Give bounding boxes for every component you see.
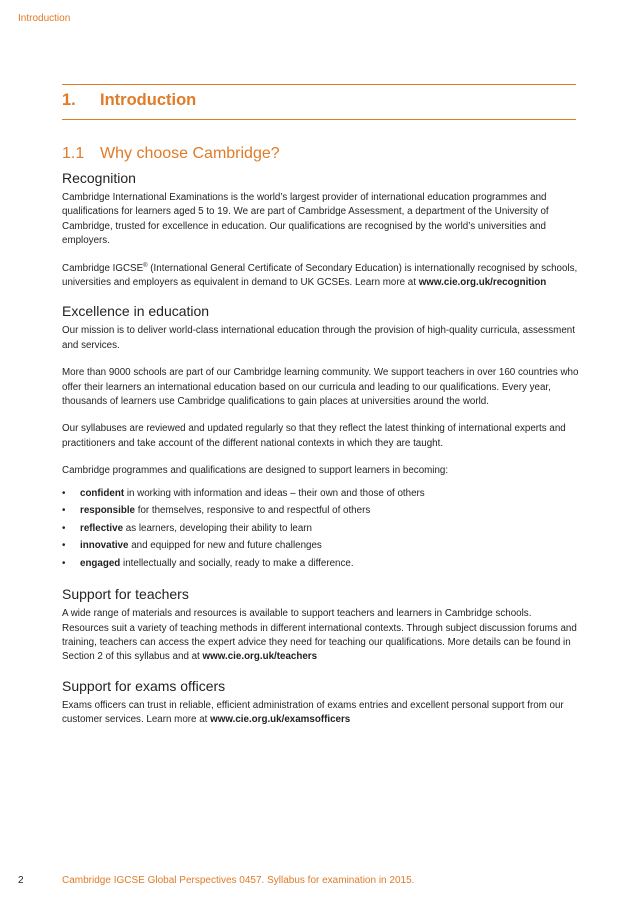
section-title: Why choose Cambridge? [100,145,280,162]
excellence-paragraph-2: More than 9000 schools are part of our Cambridge learning community. We support teachers in over 160 countries who offer their learners an international education based on our curricula and leading to our qualifications. Every year, thousands of learners use Cambridge qualifications to gain places at universities around the world. [62,367,579,408]
chapter-number: 1. [62,91,76,109]
chapter-rule-top [62,84,576,85]
chapter-rule-bottom [62,119,576,120]
list-item-keyword: engaged [80,557,121,569]
chapter-heading [62,91,196,110]
list-item-keyword: responsible [80,505,135,517]
registered-mark: ® [143,262,148,269]
list-item-text: in working with information and ideas – their own and those of others [124,487,425,499]
footer-title: Cambridge IGCSE Global Perspectives 0457. Syllabus for examination in 2015. [62,875,415,886]
page-number: 2 [18,875,24,886]
teachers-paragraph-text: A wide range of materials and resources is available to support teachers and learners in Cambridge schools. Resources suit a variety of teaching methods in different international contexts. Through subject discussion forums and training, teachers can access the expert advice they need for teaching our qualifications. More details can be found in Section 2 of this syllabus and at [62,608,577,663]
recognition-paragraph-1: Cambridge International Examinations is the world’s largest provider of international education programmes and qualifications for learners aged 5 to 19. We are part of Cambridge Assessment, a department of the University of Cambridge, trusted for excellence in education. Our qualifications are recognised by the world’s universities and employers. [62,192,549,247]
list-item-text: for themselves, responsive to and respectful of others [135,505,371,517]
exams-officers-paragraph [62,699,580,728]
list-item [62,537,580,555]
learner-attributes-list [62,485,580,573]
exams-officers-link[interactable]: www.cie.org.uk/examsofficers [210,714,351,726]
list-item-text: and equipped for new and future challenges [128,540,322,552]
teachers-link[interactable]: www.cie.org.uk/teachers [202,651,318,663]
list-item [62,485,580,503]
teachers-paragraph [62,607,580,665]
running-head: Introduction [18,13,71,24]
bullet-icon: • [62,557,66,569]
excellence-paragraph-1: Our mission is to deliver world-class international education through the provision of high-quality curricula, assessment and services. [62,325,575,351]
list-item-keyword: confident [80,487,125,499]
recognition-heading: Recognition [62,170,136,186]
recognition-paragraph-2-text: (International General Certificate of Secondary Education) is internationally recognised by schools, universities and employers as equivalent in demand to UK GCSEs. Learn more at [62,262,578,289]
list-item [62,520,580,538]
excellence-heading: Excellence in education [62,303,210,320]
bullet-icon: • [62,522,66,534]
section-heading [62,145,580,163]
chapter-title: Introduction [100,91,197,109]
bullet-icon: • [62,487,66,499]
igcse-name: Cambridge IGCSE [62,262,144,274]
recognition-paragraph-2 [62,262,580,291]
list-item-text: as learners, developing their ability to learn [123,522,312,534]
list-item-keyword: innovative [80,540,129,552]
bullet-icon: • [62,540,66,552]
exams-officers-paragraph-text: Exams officers can trust in reliable, efficient administration of exams entries and excellent personal support from our customer services. Learn more at [62,699,564,726]
exams-officers-heading: Support for exams officers [62,677,226,694]
list-item [62,555,580,573]
excellence-paragraph-4: Cambridge programmes and qualifications are designed to support learners in becoming: [62,465,449,477]
recognition-link[interactable]: www.cie.org.uk/recognition [418,277,547,289]
teachers-heading: Support for teachers [62,586,189,603]
excellence-paragraph-3: Our syllabuses are reviewed and updated regularly so that they reflect the latest thinking of international experts and practitioners and take account of the different national contexts in which they are taught. [62,423,566,449]
list-item-keyword: reflective [80,522,124,534]
main-content [62,145,580,741]
bullet-icon: • [62,505,66,517]
section-number: 1.1 [62,145,85,162]
list-item-text: intellectually and socially, ready to make a difference. [120,557,354,569]
list-item [62,502,580,520]
